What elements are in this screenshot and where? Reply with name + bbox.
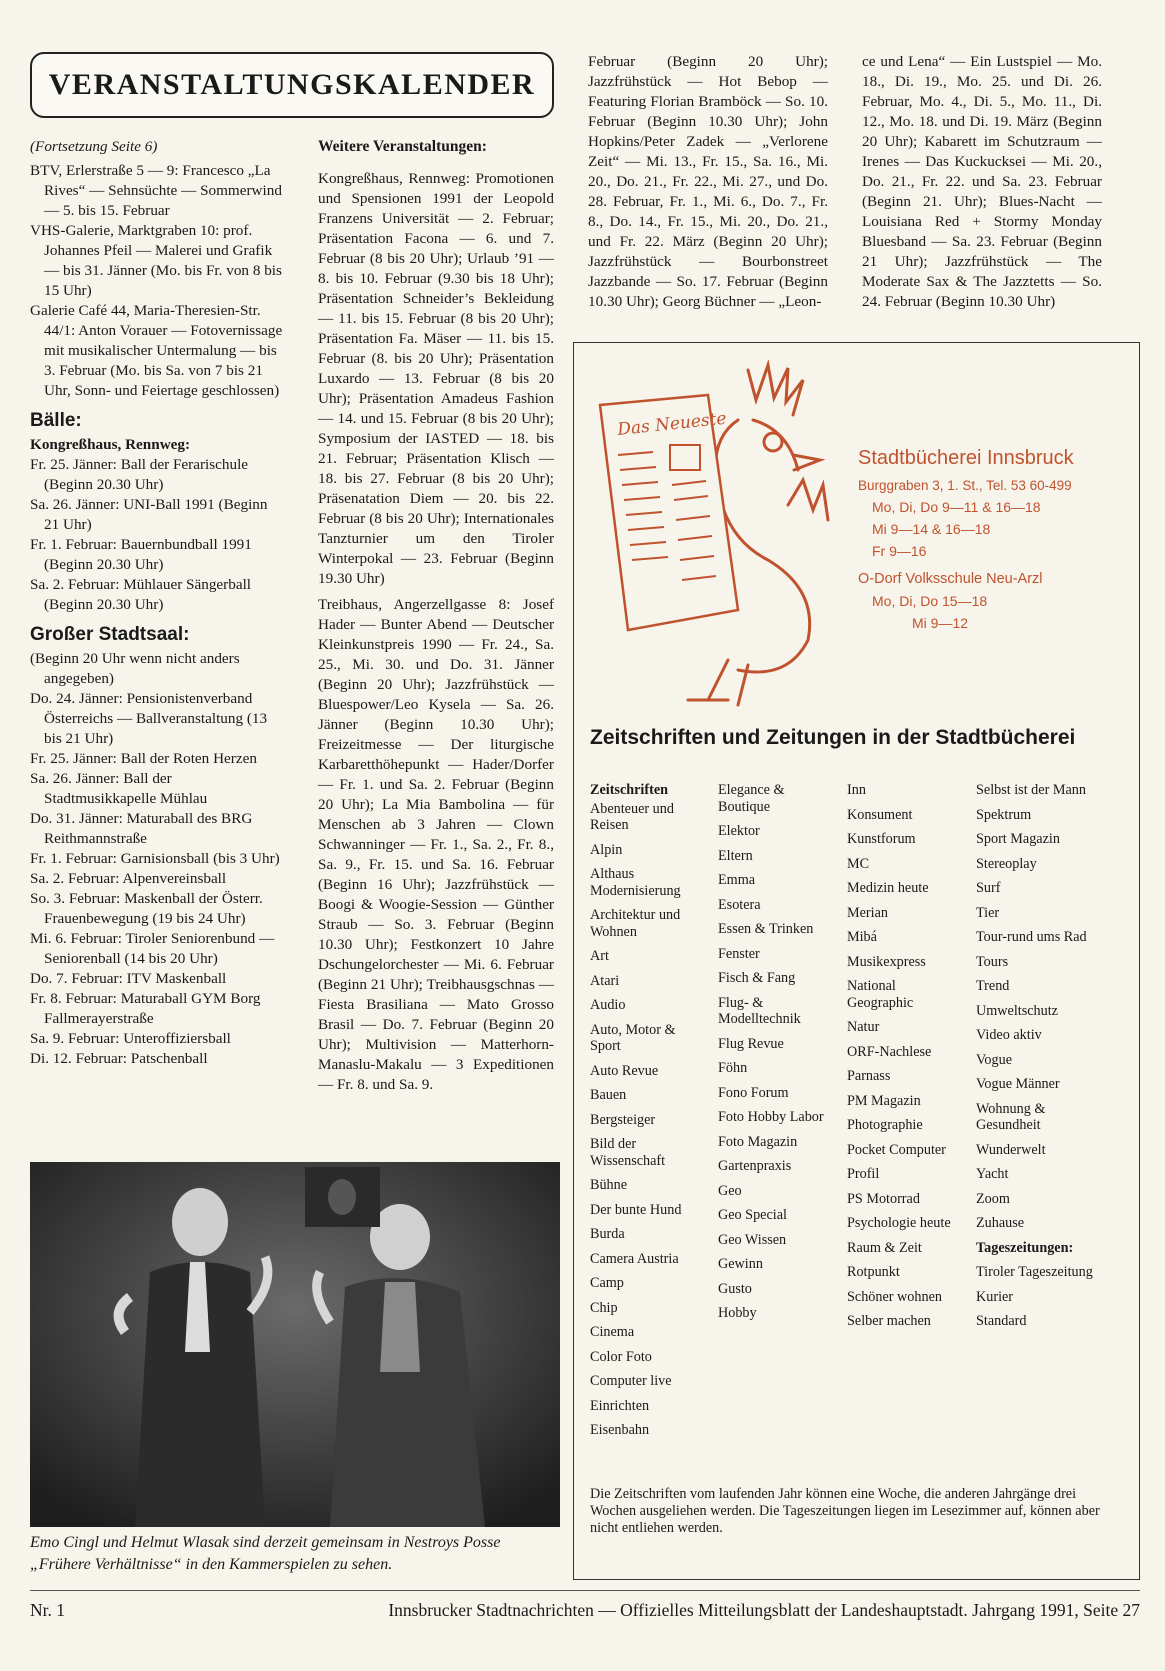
- kongresshaus-entry: Kongreßhaus, Rennweg: Promotionen und Spensionen 1991 der Leopold Franzens Universität — 2. Februar; Präsentation Facona — 6. und 7. Februar (8 bis 20 Uhr); Urlaub ’91 — 8. bis 10. Februar (9.30 bis 18 Uhr); Präsentation Schneider’s Bekleidung — 11. bis 15. Februar (8 bis 20 Uhr); Präsentation Fa. Mäser — 11. bis 15. Februar (8. bis 20 Uhr); Präsentation Luxardo — 13. Februar (8 bis 20 Uhr); Präsentation Amadeus Fashion — 14. und 15. Februar (8 bis 20 Uhr); Symposium der IASTED — 18. bis 21. Februar; Präsentation Klisch — 18. bis 27. Februar (8 bis 20 Uhr); Präsenatation Diem — 20. bis 22. Februar (8 bis 20 Uhr); Internationales Tanzturnier um den Tiroler Winterpokal — 23. Februar (Beginn 19.30 Uhr): [318, 170, 554, 587]
- magazine-item: Vogue Männer: [976, 1076, 1060, 1092]
- stadtsaal-entry: Sa. 26. Jänner: Ball der Stadtmusikkapelle Mühlau: [30, 770, 208, 807]
- magazine-item: Kunstforum: [847, 831, 916, 847]
- stadtsaal-entry: Di. 12. Februar: Patschenball: [30, 1050, 208, 1067]
- page-title: VERANSTALTUNGSKALENDER: [48, 68, 536, 101]
- magazine-item: Atari: [590, 972, 620, 989]
- magazine-item: Konsument: [847, 806, 913, 823]
- column-3-text: Februar (Beginn 20 Uhr); Jazzfrühstück — Hot Bebop — Featuring Florian Bramböck — So. 10. Februar (Beginn 10.30 Uhr); John Hopkins/Peter Zadek — „Verlorene Zeit“ — Mi. 13., Fr. 15., Sa. 16., Mi. 20., Do. 21., Fr. 22., Mi. 27., und Do. 28. Februar, Fr. 1., Mi. 6., Do. 7., Fr. 8., Do. 14., Fr. 15., Mi. 20., Do. 21., und Fr. 22. März (Beginn 20 Uhr); Jazzfrühstück — Bourbonstreet Jazzbande — So. 17. Februar (Beginn 10.30 Uhr); Georg Büchner — „Leon-: [588, 53, 828, 310]
- zeitschriften-label: Zeitschriften: [590, 782, 669, 798]
- stadtsaal-entry: Sa. 2. Februar: Alpenvereinsball: [30, 870, 227, 887]
- ball-entry: Sa. 26. Jänner: UNI-Ball 1991 (Beginn 21 Uhr): [30, 496, 268, 533]
- treibhaus-entry: Treibhaus, Angerzellgasse 8: Josef Hader — Bunter Abend — Deutscher Kleinkunstpreis 1990 — Fr. 24., Sa. 25., Mi. 30. und Do. 31. Jänner (Beginn 20 Uhr); Jazzfrühstück — Bluespower/Leo Kysela — Sa. 26. Jänner (Beginn 10.30 Uhr); Freizeitmesse — Der liturgische Karbaretthöhepunkt — Hader/Dorfer — Fr. 1. und Sa. 2. Februar (Beginn 20 Uhr); La Mia Bambolina — für Menschen ab 3 Jahren — Clown Schwanninger — Fr. 1., Sa. 2., Fr. 8., Sa. 9., Fr. 15. und Sa. 16. Februar (Beginn 16 Uhr); Jazzfrühstück — Boogi & Woogie-Session — Günther Straub — So. 3. Februar (Beginn 10.30 Uhr); Festkonzert 10 Jahre Dschungelorchester — Mi. 6. Februar (Beginn 21 Uhr); Treibhausgschnas — Fiesta Brasiliana — Mato Grosso Brasil — Do. 7. Februar (Beginn 20 Uhr); Multivision — Matterhorn-Manaslu-Makalu — 3 Expeditionen — Fr. 8. und Sa. 9.: [318, 596, 554, 1093]
- magazine-item: Tours: [976, 953, 1009, 970]
- magazine-item: Zoom: [976, 1190, 1010, 1207]
- magazine-item: Foto Magazin: [718, 1133, 798, 1150]
- magazine-item: Architektur und Wohnen: [590, 907, 681, 940]
- magazine-item: Burda: [590, 1226, 625, 1242]
- page-footer: [30, 1600, 1140, 1621]
- magazine-item: Auto Revue: [590, 1062, 659, 1079]
- library-info: [858, 447, 1128, 634]
- magazine-column-4: [976, 782, 1101, 1338]
- magazines-title: Zeitschriften und Zeitungen in der Stadtbücherei: [590, 726, 1076, 749]
- magazine-item: Musikexpress: [847, 953, 926, 970]
- newspaper-label: Das Neueste: [616, 408, 728, 440]
- magazine-item: Fenster: [718, 945, 760, 962]
- magazine-item: Art: [590, 948, 609, 964]
- library-hours: Mi 9—14 & 16—18: [872, 521, 991, 537]
- magazine-item: Rotpunkt: [847, 1264, 900, 1280]
- stadtsaal-entry: Fr. 8. Februar: Maturaball GYM Borg Fallmerayerstraße: [30, 990, 261, 1027]
- magazine-item: Medizin heute: [847, 880, 929, 896]
- magazine-item: PS Motorrad: [847, 1190, 920, 1207]
- magazine-item: Foto Hobby Labor: [718, 1109, 824, 1125]
- magazine-item: Esotera: [718, 896, 761, 913]
- magazine-item: Gusto: [718, 1280, 752, 1297]
- library-hours: Mo, Di, Do 9—11 & 16—18: [872, 499, 1041, 515]
- ball-entry: Fr. 1. Februar: Bauernbundball 1991 (Beginn 20.30 Uhr): [30, 536, 252, 573]
- magazine-column-2: [718, 782, 836, 1330]
- magazine-item: PM Magazin: [847, 1092, 921, 1109]
- magazine-item: Camera Austria: [590, 1250, 679, 1267]
- column-2: [318, 137, 554, 1095]
- magazine-item: Parnass: [847, 1068, 891, 1084]
- magazine-item: Essen & Trinken: [718, 921, 814, 937]
- magazine-item: MC: [847, 855, 870, 872]
- column-1: [30, 137, 284, 1069]
- newspaper-item: Standard: [976, 1313, 1027, 1329]
- magazine-item: Bild der Wissenschaft: [590, 1136, 666, 1169]
- magazine-item: Photographie: [847, 1117, 923, 1133]
- magazine-item: Einrichten: [590, 1397, 650, 1414]
- magazine-item: Psychologie heute: [847, 1215, 951, 1231]
- issue-number: Nr. 1: [30, 1600, 65, 1620]
- magazine-item: Althaus Modernisierung: [590, 866, 681, 899]
- magazine-item: Eisenbahn: [590, 1422, 650, 1438]
- magazine-item: Chip: [590, 1299, 618, 1316]
- column-4-text: ce und Lena“ — Ein Lustspiel — Mo. 18., Di. 19., Mo. 25. und Di. 26. Februar, Mo. 4., Di. 5., Mo. 11., Di. 12., Mo. 18. und Di. 19. März (Beginn 20 Uhr); Kabarett im Schutzraum — Irenes — Das Kuckucksei — Mi. 20., Do. 21., Fr. 22. und Sa. 23. Februar (Beginn 21. Uhr); Blues-Nacht — Louisiana Red + Stormy Monday Bluesband — Sa. 23. Februar (Beginn 21 Uhr); Jazzfrühstück — The Moderate Sax & The Jazztetts — So. 24. Februar (Beginn 10.30 Uhr): [862, 53, 1102, 310]
- weitere-heading: Weitere Veranstaltungen:: [318, 138, 487, 155]
- magazine-item: Pocket Computer: [847, 1141, 946, 1158]
- magazine-item: Cinema: [590, 1324, 635, 1340]
- library-hours: Fr 9—16: [872, 543, 927, 559]
- magazine-item: Vogue: [976, 1051, 1012, 1068]
- magazine-item: Elegance & Boutique: [718, 782, 785, 815]
- magazine-item: Gartenpraxis: [718, 1158, 792, 1174]
- event-entry: VHS-Galerie, Marktgraben 10: prof. Johannes Pfeil — Malerei und Grafik — bis 31. Jänner (Mo. bis Fr. von 8 bis 15 Uhr): [30, 222, 282, 299]
- magazine-item: Camp: [590, 1275, 624, 1291]
- magazine-item: Abenteuer und Reisen: [590, 800, 674, 833]
- theater-photo-illustration: [30, 1162, 560, 1527]
- tageszeitungen-label: Tageszeitungen:: [976, 1239, 1074, 1256]
- stadtsaal-entry: So. 3. Februar: Maskenball der Österr. Frauenbewegung (19 bis 24 Uhr): [30, 890, 263, 927]
- magazine-item: Yacht: [976, 1166, 1009, 1182]
- magazine-item: Computer live: [590, 1373, 672, 1389]
- stadtsaal-entry: Fr. 1. Februar: Garnisionsball (bis 3 Uhr): [30, 850, 280, 867]
- magazine-item: Tier: [976, 904, 1000, 921]
- magazine-item: Föhn: [718, 1060, 748, 1076]
- library-address: Burggraben 3, 1. St., Tel. 53 60-499: [858, 478, 1072, 493]
- magazine-item: Gewinn: [718, 1256, 763, 1272]
- magazine-item: Flug- & Modelltechnik: [718, 994, 801, 1027]
- newspaper-item: Kurier: [976, 1288, 1014, 1305]
- magazine-item: Hobby: [718, 1305, 757, 1321]
- magazine-item: Raum & Zeit: [847, 1239, 922, 1256]
- magazine-item: Tour-rund ums Rad: [976, 929, 1087, 945]
- branch-hours: Mo, Di, Do 15—18: [872, 593, 988, 609]
- stadtsaal-entry: Do. 31. Jänner: Maturaball des BRG Reithmannstraße: [30, 810, 253, 847]
- column-4: [862, 52, 1102, 312]
- magazine-item: Selbst ist der Mann: [976, 782, 1086, 798]
- newspaper-item: Tiroler Tageszeitung: [976, 1264, 1093, 1280]
- magazine-item: Stereoplay: [976, 855, 1037, 872]
- magazine-item: Merian: [847, 904, 888, 921]
- magazine-item: Der bunte Hund: [590, 1201, 682, 1218]
- baelle-venue: Kongreßhaus, Rennweg:: [30, 436, 191, 453]
- magazine-item: Bauen: [590, 1087, 627, 1103]
- magazine-item: Zuhause: [976, 1215, 1025, 1231]
- magazine-item: Schöner wohnen: [847, 1288, 942, 1305]
- magazine-item: Selber machen: [847, 1313, 931, 1329]
- branch-hours: Mi 9—12: [912, 615, 969, 631]
- magazine-item: Wohnung & Gesundheit: [976, 1100, 1046, 1133]
- column-3: [588, 52, 828, 312]
- magazine-item: Bergsteiger: [590, 1111, 656, 1128]
- photo-caption: Emo Cingl und Helmut Wlasak sind derzeit gemeinsam in Nestroys Posse „Frühere Verhältnisse“ in den Kammerspielen zu sehen.: [30, 1534, 501, 1573]
- footer-divider: [30, 1590, 1140, 1591]
- magazine-item: Eltern: [718, 847, 753, 864]
- stadtsaal-note: (Beginn 20 Uhr wenn nicht anders angegeben): [30, 650, 240, 687]
- stadtsaal-entry: Sa. 9. Februar: Unteroffiziersball: [30, 1030, 231, 1047]
- magazine-item: Umweltschutz: [976, 1002, 1058, 1019]
- magazine-item: Audio: [590, 997, 626, 1013]
- magazine-item: Flug Revue: [718, 1035, 784, 1052]
- magazine-item: Geo Wissen: [718, 1231, 787, 1248]
- magazine-item: ORF-Nachlese: [847, 1043, 932, 1060]
- stadtsaal-entry: Mi. 6. Februar: Tiroler Seniorenbund — Seniorenball (14 bis 20 Uhr): [30, 930, 275, 967]
- magazine-item: Natur: [847, 1019, 880, 1035]
- magazine-item: Mibá: [847, 929, 877, 945]
- magazine-item: Surf: [976, 880, 1001, 896]
- stadtsaal-entry: Fr. 25. Jänner: Ball der Roten Herzen: [30, 750, 257, 767]
- stadtsaal-entry: Do. 7. Februar: ITV Maskenball: [30, 970, 227, 987]
- theater-photo: [30, 1162, 560, 1527]
- magazine-column-3: [847, 782, 965, 1338]
- magazine-item: Wunderwelt: [976, 1141, 1046, 1158]
- stadtsaal-entry: Do. 24. Jänner: Pensionistenverband Österreichs — Ballveranstaltung (13 bis 21 Uhr): [30, 690, 268, 747]
- baelle-heading: Bälle:: [30, 410, 82, 431]
- magazine-item: Geo Special: [718, 1207, 787, 1223]
- magazine-item: Video aktiv: [976, 1027, 1042, 1043]
- magazine-item: Elektor: [718, 823, 760, 839]
- branch-name: O-Dorf Volksschule Neu-Arzl: [858, 571, 1043, 587]
- footer-text: Innsbrucker Stadtnachrichten — Offizielles Mitteilungsblatt der Landeshauptstadt. Jahrgang 1991, Seite 27: [388, 1600, 1140, 1620]
- magazine-item: Profil: [847, 1166, 880, 1182]
- magazine-item: Alpin: [590, 841, 623, 858]
- magazine-item: Color Foto: [590, 1348, 652, 1365]
- rooster-reading-newspaper-icon: [588, 360, 838, 710]
- magazine-item: Auto, Motor & Sport: [590, 1021, 676, 1054]
- magazine-item: Sport Magazin: [976, 831, 1060, 847]
- event-entry: BTV, Erlerstraße 5 — 9: Francesco „La Rives“ — Sehnsüchte — Sommerwind — 5. bis 15. Februar: [30, 162, 282, 219]
- rooster-illustration: [588, 360, 838, 710]
- magazine-item: National Geographic: [847, 978, 914, 1011]
- ball-entry: Sa. 2. Februar: Mühlauer Sängerball (Beginn 20.30 Uhr): [30, 576, 252, 613]
- magazine-item: Spektrum: [976, 806, 1032, 823]
- ball-entry: Fr. 25. Jänner: Ball der Ferarischule (Beginn 20.30 Uhr): [30, 456, 249, 493]
- calendar-title-box: [30, 52, 554, 118]
- library-name: Stadtbücherei Innsbruck: [858, 447, 1074, 469]
- magazine-item: Emma: [718, 872, 756, 888]
- magazine-item: Inn: [847, 782, 866, 798]
- continuation-note: (Fortsetzung Seite 6): [30, 138, 158, 155]
- magazine-item: Trend: [976, 978, 1010, 994]
- magazine-item: Fono Forum: [718, 1084, 789, 1101]
- event-entry: Galerie Café 44, Maria-Theresien-Str. 44/1: Anton Vorauer — Fotovernissage mit musikalischer Untermalung — bis 3. Februar (Mo. bis Sa. von 7 bis 21 Uhr, Sonn- und Feiertage geschlossen): [30, 302, 283, 399]
- stadtsaal-heading: Großer Stadtsaal:: [30, 624, 190, 645]
- magazine-item: Fisch & Fang: [718, 970, 796, 986]
- magazine-column-1: [590, 782, 705, 1447]
- magazine-item: Bühne: [590, 1177, 628, 1193]
- magazine-item: Geo: [718, 1182, 742, 1199]
- lending-note: Die Zeitschriften vom laufenden Jahr können eine Woche, die anderen Jahrgänge drei Wochen ausgeliehen werden. Die Tageszeitungen liegen im Lesezimmer auf, können aber nicht entliehen werden.: [590, 1486, 1100, 1536]
